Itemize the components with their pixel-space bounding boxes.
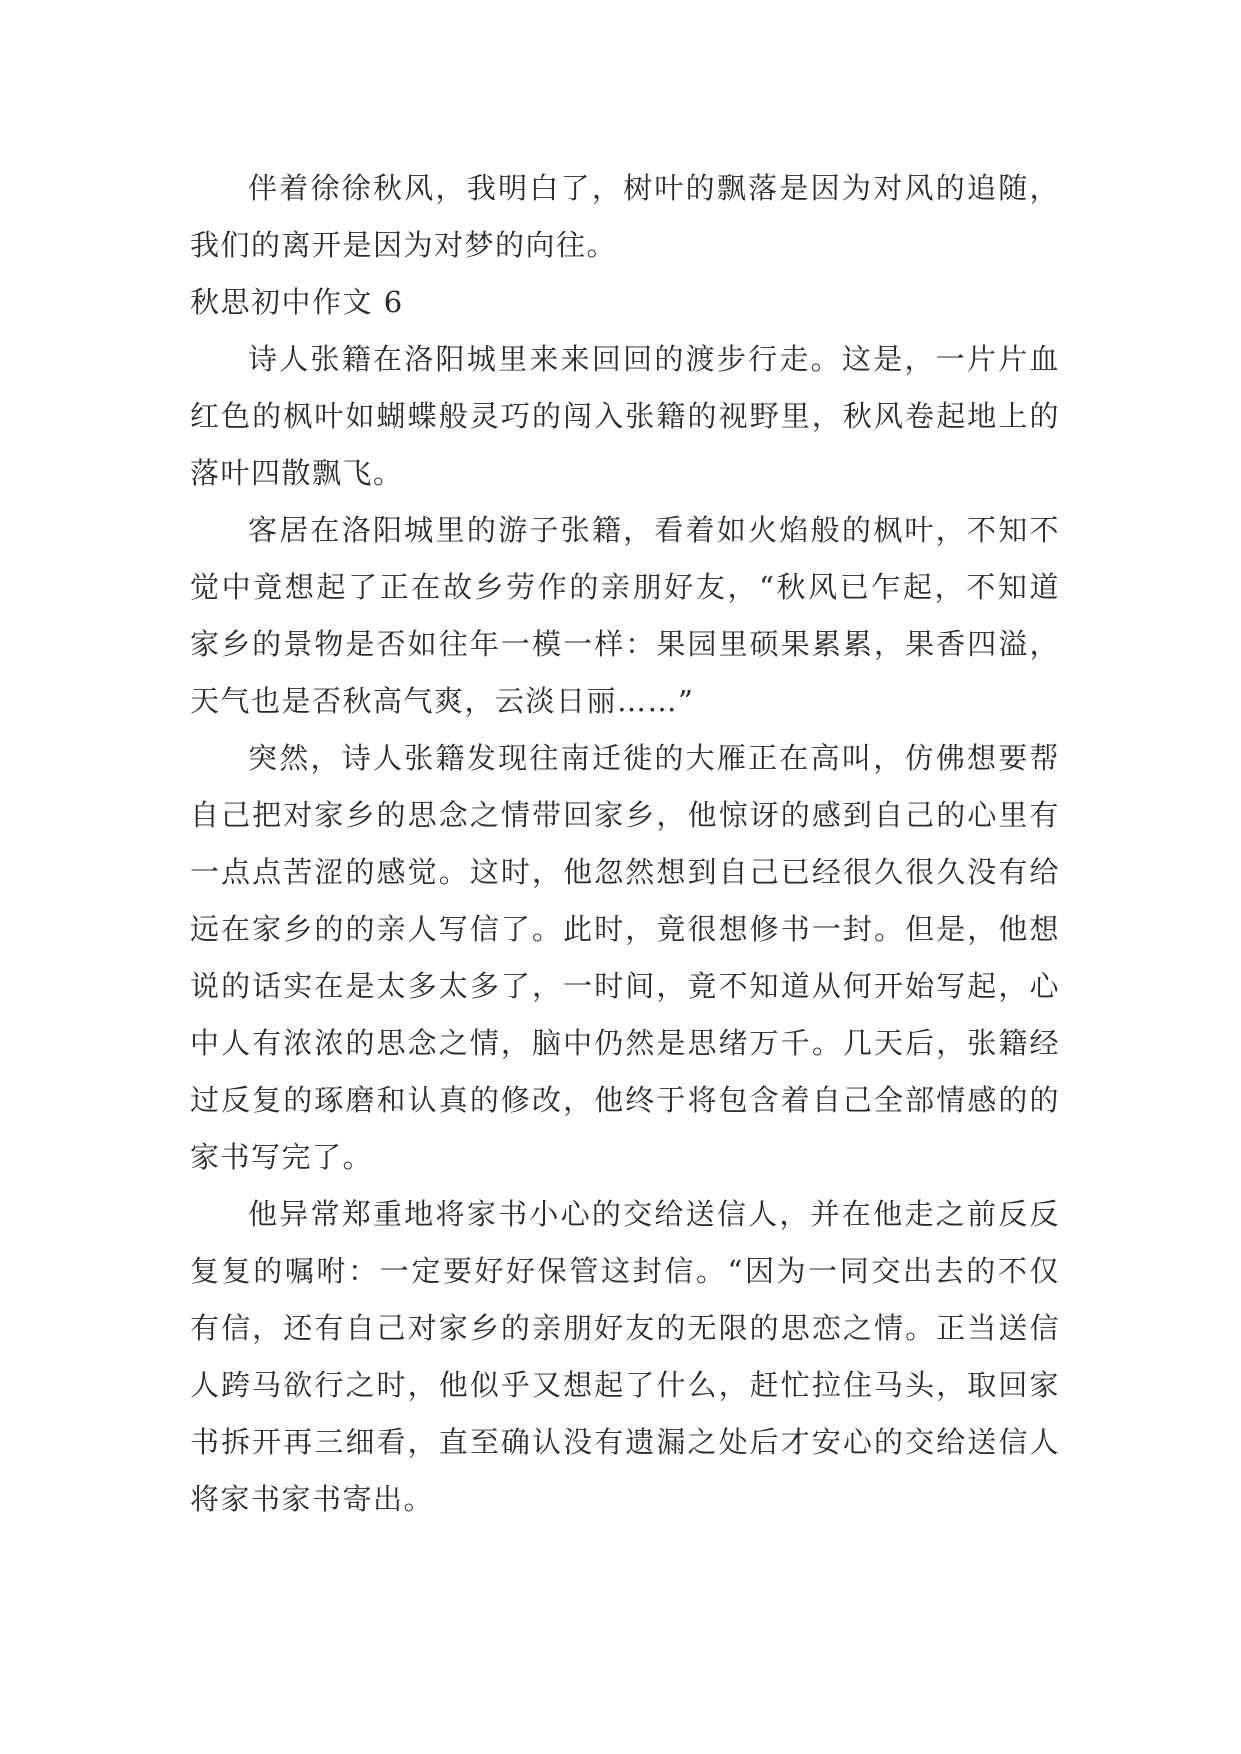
paragraph-wild-geese: 突然，诗人张籍发现往南迁徙的大雁正在高叫，仿佛想要帮自己把对家乡的思念之情带回家乡，他惊讶的感到自己的心里有一点点苦涩的感觉。这时，他忽然想到自己已经很久很久没有给远在家乡的的亲人写信了。此时，竟很想修书一封。但是，他想说的话实在是太多太多了，一时间，竟不知道从何开始写起，心中人有浓浓的思念之情，脑中仍然是思绪万千。几天后，张籍经过反复的琢磨和认真的修改，他终于将包含着自己全部情感的的家书写完了。 [190,741,1060,1174]
paragraph-zhangji-homesick: 客居在洛阳城里的游子张籍，看着如火焰般的枫叶，不知不觉中竟想起了正在故乡劳作的亲朋好友，“秋风已乍起，不知道家乡的景物是否如往年一模一样：果园里硕果累累，果香四溢，天气也是否秋高气爽，云淡日丽……” [190,513,1060,718]
paragraph-zhangji-walking: 诗人张籍在洛阳城里来来回回的渡步行走。这是，一片片血红色的枫叶如蝴蝶般灵巧的闯入张籍的视野里，秋风卷起地上的落叶四散飘飞。 [190,342,1060,490]
paragraph-autumn-wind: 伴着徐徐秋风，我明白了，树叶的飘落是因为对风的追随，我们的离开是因为对梦的向往。 [190,171,1060,262]
paragraph-sending-letter: 他异常郑重地将家书小心的交给送信人，并在他走之前反反复复的嘱咐：一定要好好保管这封信。“因为一同交出去的不仅有信，还有自己对家乡的亲朋好友的无限的思恋之情。正当送信人跨马欲行之时，他似乎又想起了什么，赶忙拉住马头，取回家书拆开再三细看，直至确认没有遗漏之处后才安心的交给送信人将家书家书寄出。 [190,1197,1060,1516]
document-page [190,160,1060,1528]
essay-heading: 秋思初中作文 6 [190,285,404,319]
